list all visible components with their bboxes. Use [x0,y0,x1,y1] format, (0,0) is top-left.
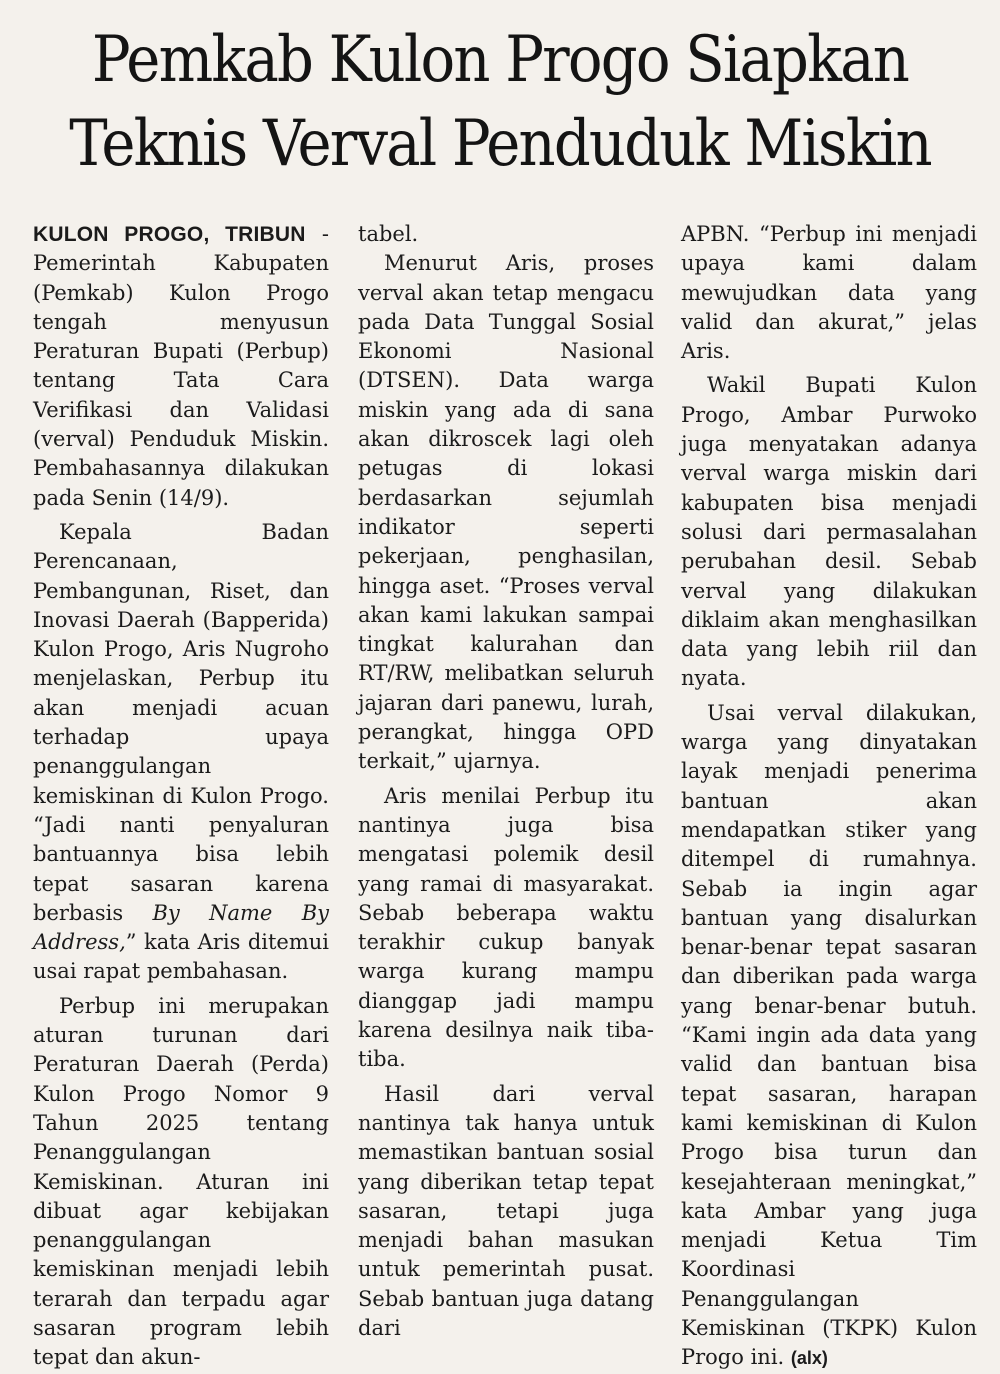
article-column-1 [33,220,329,1370]
headline-line-1: Pemkab Kulon Progo Siapkan [91,23,909,97]
dateline: KULON PROGO, TRIBUN [33,223,306,246]
paragraph-5: Aris menilai Perbup itu nantinya juga bisa mengatasi polemik desil yang ramai di masyarakat. Sebab beberapa waktu terakhir cukup banyak warga kurang mampu dianggap jadi mampu karena desilnya naik tiba-tiba. [358,783,654,1072]
paragraph-3-continued: tabel. [358,222,419,246]
paragraph-6-continued: APBN. “Perbup ini menjadi upaya kami dalam mewujudkan data yang valid dan akurat,” jelas Aris. [681,222,977,364]
paragraph-2 [33,518,329,987]
paragraph-4: Menurut Aris, proses verval akan tetap mengacu pada Data Tunggal Sosial Ekonomi Nasional (DTSEN). Data warga miskin yang ada di sana akan dikroscek lagi oleh petugas di lokasi berdasarkan sejumlah indikator seperti pekerjaan, penghasilan, hingga aset. “Proses verval akan kami lakukan sampai tingkat kalurahan dan RT/RW, melibatkan seluruh jajaran dari panewu, lurah, perangkat, hingga OPD terkait,” ujarnya. [358,251,654,774]
paragraph-1 [33,220,329,513]
paragraph-3: Perbup ini merupakan aturan turunan dari Peraturan Daerah (Perda) Kulon Progo Nomor 9 Tahun 2025 tentang Penanggulangan Kemiskinan. Aturan ini dibuat agar kebijakan penanggulangan kemiskinan menjadi lebih terarah dan terpadu agar sasaran program lebih tepat dan akun- [33,993,329,1370]
headline-line-2: Teknis Verval Penduduk Miskin [69,107,931,181]
paragraph-2-italic: By Name By Address, [33,900,329,955]
paragraph-7: Wakil Bupati Kulon Progo, Ambar Purwoko juga menyatakan adanya verval warga miskin dari kabupaten bisa menjadi solusi dari permasalahan perubahan desil. Sebab verval yang dilakukan diklaim akan menghasilkan data yang lebih riil dan nyata. [681,373,977,691]
author-signature: (alx) [790,1348,828,1369]
headline [50,18,950,186]
article-column-3 [681,220,977,1370]
article-column-2 [358,220,654,1340]
paragraph-8-text: Usai verval dilakukan, warga yang dinyatakan layak menjadi penerima bantuan akan mendapatkan stiker yang ditempel di rumahnya. Sebab ia ingin agar bantuan yang disalurkan benar-benar tepat sasaran dan diberikan pada warga yang benar-benar butuh. “Kami ingin ada data yang valid dan bantuan bisa tepat sasaran, harapan kami kemiskinan di Kulon Progo bisa turun dan kesejahteraan meningkat,” kata Ambar yang juga menjadi Ketua Tim Koordinasi Penanggulangan Kemiskinan (TKPK) Kulon Progo ini. [681,700,977,1370]
paragraph-2-text-a: Kepala Badan Perencanaan, Pembangunan, Riset, dan Inovasi Daerah (Bapperida) Kulon Progo, Aris Nugroho menjelaskan, Perbup itu akan menjadi acuan terhadap upaya penanggulangan kemiskinan di Kulon Progo. “Jadi nanti penyaluran bantuannya bisa lebih tepat sasaran karena berbasis [33,519,329,925]
paragraph-8 [681,699,977,1374]
paragraph-2-text-b: ” kata Aris ditemui usai rapat pembahasan. [33,930,329,984]
paragraph-6: Hasil dari verval nantinya tak hanya untuk memastikan bantuan sosial yang diberikan tetap tepat sasaran, tetapi juga menjadi bahan masukan untuk pemerintah pusat. Sebab bantuan juga datang dari [358,1081,654,1340]
paragraph-1-text: - Pemerintah Kabupaten (Pemkab) Kulon Progo tengah menyusun Peraturan Bupati (Perbup) tentang Tata Cara Verifikasi dan Validasi (verval) Penduduk Miskin. Pembahasannya dilakukan pada Senin (14/9). [33,222,329,510]
